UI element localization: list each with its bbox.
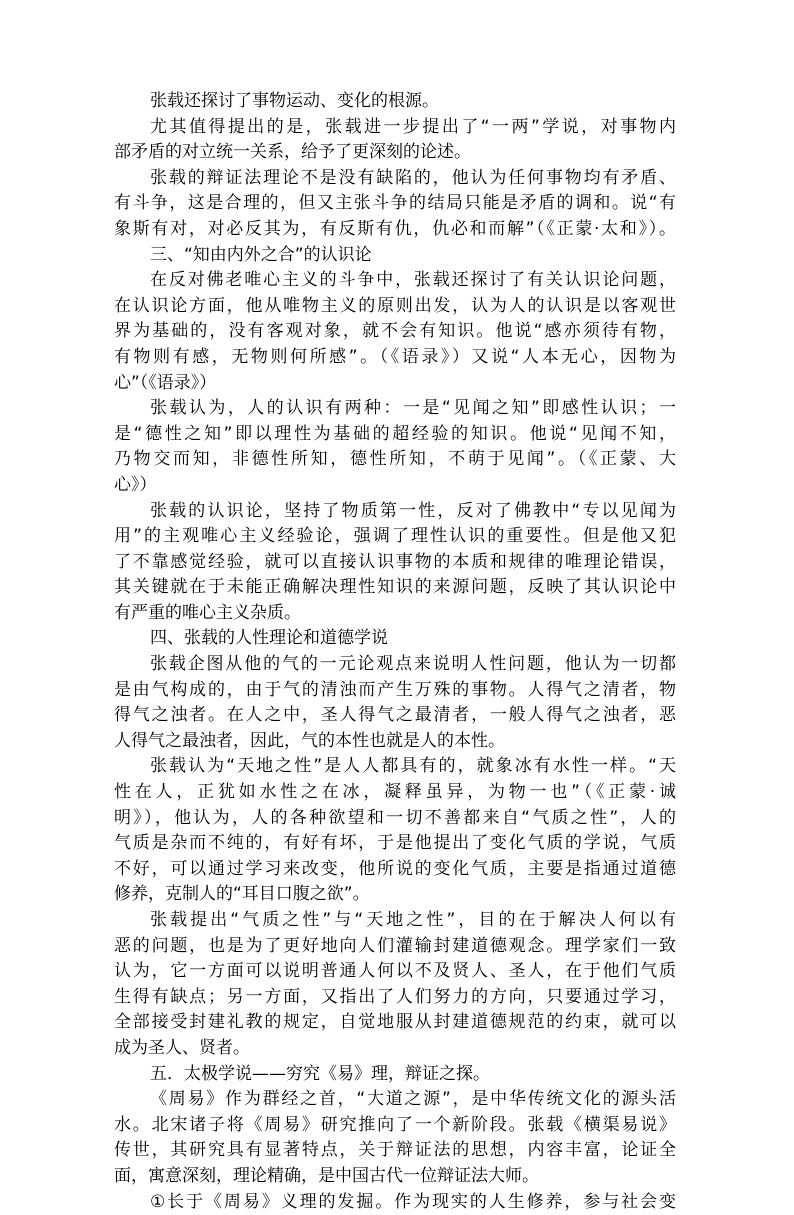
- text-line: 尤其值得提出的是，张载进一步提出了“一两”学说，对事物内: [150, 116, 676, 137]
- text-line: 《周易》作为群经之首，“大道之源”，是中华传统文化的源头活: [150, 1089, 676, 1110]
- text-line: 有严重的唯心主义杂质。: [114, 602, 301, 623]
- text-line: 有斗争，这是合理的，但又主张斗争的结局只能是矛盾的调和。说“有: [114, 193, 676, 214]
- text-line: 张载的辩证法理论不是没有缺陷的，他认为任何事物均有矛盾、: [150, 167, 676, 188]
- text-line: 用”的主观唯心主义经验论，强调了理性认识的重要性。但是他又犯: [114, 526, 676, 547]
- text-line: 界为基础的，没有客观对象，就不会有知识。他说“感亦须待有物，: [114, 321, 676, 342]
- text-line: 了不靠感觉经验，就可以直接认识事物的本质和规律的唯理论错误，: [114, 551, 676, 572]
- text-line: 张载认为，人的认识有两种：一是“见闻之知”即感性认识；一: [150, 398, 676, 419]
- text-line: 成为圣人、贤者。: [114, 1037, 250, 1058]
- text-line: 气质是杂而不纯的，有好有坏，于是他提出了变化气质的学说，气质: [114, 833, 676, 854]
- text-line: 张载提出“气质之性”与“天地之性”，目的在于解决人何以有: [150, 910, 676, 930]
- text-line: 在反对佛老唯心主义的斗争中，张载还探讨了有关认识论问题，: [150, 270, 676, 291]
- text-line: 全部接受封建礼教的规定，自觉地服从封建道德规范的约束，就可以: [114, 1012, 676, 1033]
- text-line: 生得有缺点；另一方面，又指出了人们努力的方向，只要通过学习，: [114, 986, 676, 1007]
- text-line: 张载还探讨了事物运动、变化的根源。: [150, 91, 439, 111]
- text-line: 水。北宋诸子将《周易》研究推向了一个新阶段。张载《横渠易说》: [114, 1114, 676, 1135]
- text-line: 有物则有感，无物则何所感”。（《语录》）又说“人本无心，因物为: [114, 346, 676, 367]
- text-line: 恶的问题，也是为了更好地向人们灌输封建道德观念。理学家们一致: [114, 935, 676, 956]
- text-line: 传世，其研究具有显著特点，关于辩证法的思想，内容丰富，论证全: [114, 1140, 676, 1161]
- text-line: 张载的认识论，坚持了物质第一性，反对了佛教中“专以见闻为: [150, 500, 676, 521]
- text-line: ①长于《周易》义理的发掘。作为现实的人生修养，参与社会变: [150, 1191, 676, 1212]
- text-line: 性在人，正犹如水性之在冰，凝释虽异，为物一也”（《正蒙·诚: [114, 782, 676, 803]
- text-line: 张载企图从他的气的一元论观点来说明人性问题，他认为一切都: [150, 654, 676, 675]
- text-line: 部矛盾的对立统一关系，给予了更深刻的论述。: [114, 142, 471, 163]
- text-line: 不好，可以通过学习来改变，他所说的变化气质，主要是指通过道德: [114, 858, 676, 879]
- text-line: 心”（《语录》）: [114, 372, 217, 393]
- text-line: 张载认为“天地之性”是人人都具有的，就象冰有水性一样。“天: [150, 756, 676, 777]
- text-line: 三、“知由内外之合”的认识论: [150, 244, 372, 265]
- document-body: [114, 89, 676, 1215]
- text-line: 乃物交而知，非德性所知，德性所知，不萌于见闻”。（《正蒙、大: [114, 449, 676, 470]
- text-line: 得气之浊者。在人之中，圣人得气之最清者，一般人得气之浊者，恶: [114, 705, 676, 726]
- text-line: 修养，克制人的“耳目口腹之欲”。: [114, 884, 370, 905]
- text-line: 是“德性之知”即以理性为基础的超经验的知识。他说“见闻不知，: [114, 423, 676, 444]
- text-line: 是由气构成的，由于气的清浊而产生万殊的事物。人得气之清者，物: [114, 679, 676, 700]
- text-line: 四、张载的人性理论和道德学说: [150, 628, 388, 649]
- text-line: 象斯有对，对必反其为，有反斯有仇，仇必和而解”（《正蒙·太和》）。: [114, 218, 676, 239]
- text-line: 在认识论方面，他从唯物主义的原则出发，认为人的认识是以客观世: [114, 295, 676, 316]
- text-line: 心》）: [114, 474, 157, 495]
- text-line: 五．太极学说——穷究《易》理，辩证之探。: [150, 1063, 490, 1084]
- text-line: 其关键就在于未能正确解决理性知识的来源问题，反映了其认识论中: [114, 577, 676, 598]
- text-line: 认为，它一方面可以说明普通人何以不及贤人、圣人，在于他们气质: [114, 961, 676, 982]
- text-line: 明》），他认为，人的各种欲望和一切不善都来自“气质之性”，人的: [114, 807, 676, 828]
- text-line: 人得气之最浊者，因此，气的本性也就是人的本性。: [114, 730, 505, 751]
- text-line: 面，寓意深刻，理论精确，是中国古代一位辩证法大师。: [114, 1165, 539, 1186]
